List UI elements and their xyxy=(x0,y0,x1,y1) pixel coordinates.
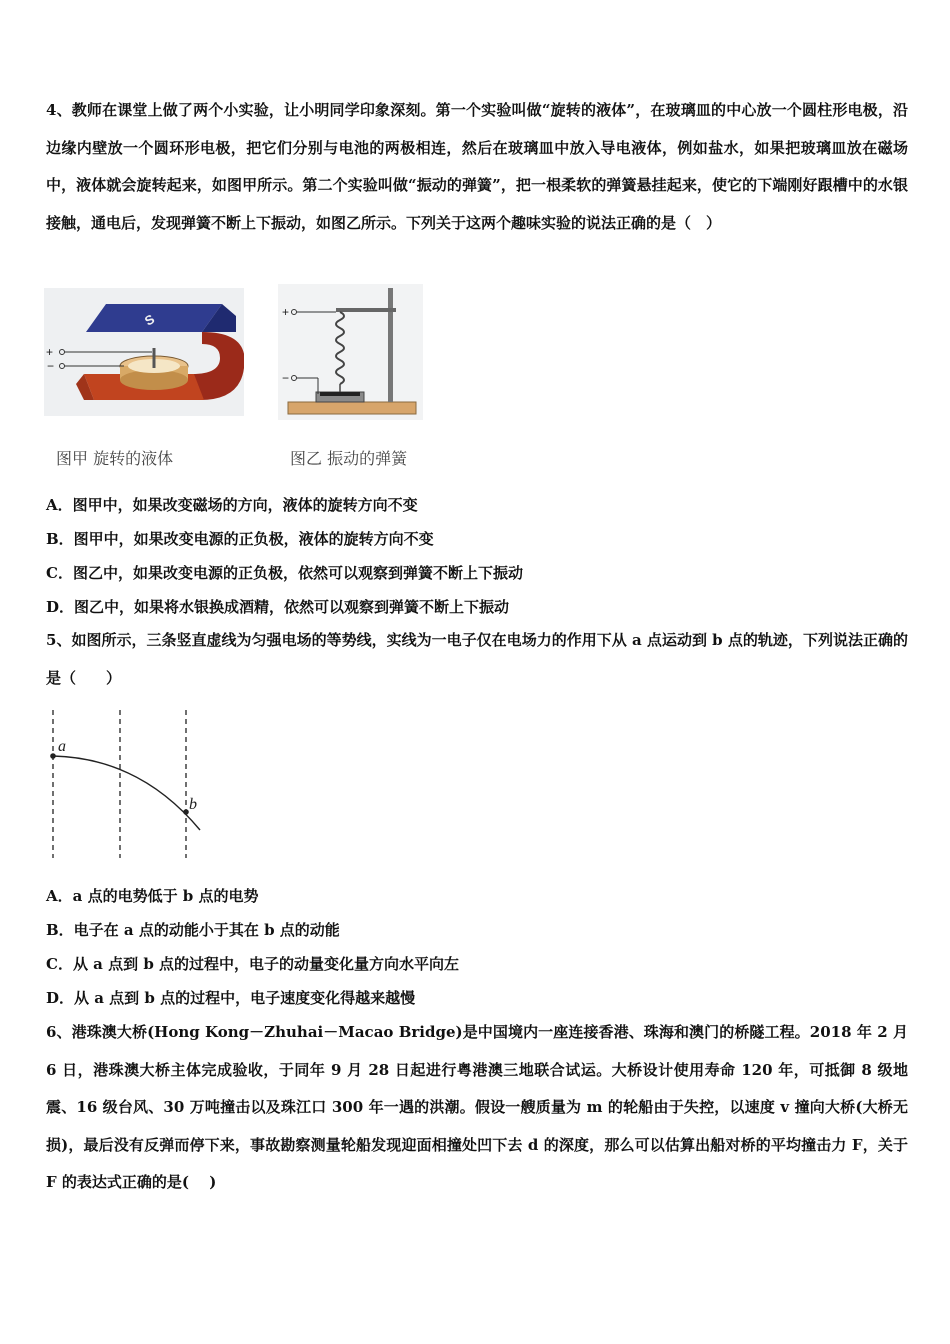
fig-b-caption: 图乙 振动的弹簧 xyxy=(290,449,408,468)
magnet-s-label: S xyxy=(142,311,158,329)
q4-option-d: D．图乙中，如果将水银换成酒精，依然可以观察到弹簧不断上下振动 xyxy=(46,598,510,616)
fig-a-caption: 图甲 旋转的液体 xyxy=(56,449,174,468)
q6-stem: 6、港珠澳大桥(Hong Kong－Zhuhai－Macao Bridge)是中国境内一座连接香港、珠海和澳门的桥隧工程。2018 年 2 月 6 日，港珠澳大桥主体完成验收，于同年 9 月 28 日起进行粤港澳三地联合试运。大桥设计使用寿命 120 年，可抵御 8 级地震、16 级台风、30 万吨撞击以及珠江口 300 年一遇的洪潮。假设一艘质量为 m 的轮船由于失控，以速度 v 撞向大桥(大桥无损)，最后没有反弹而停下来，事故勘察测量轮船发现迎面相撞处凹下去 d 的深度，那么可以估算出船对桥的平均撞击力 F，关于 F 的表达式正确的是( ) xyxy=(46,1023,908,1191)
q4-option-b: B．图甲中，如果改变电源的正负极，液体的旋转方向不变 xyxy=(46,530,434,548)
q5-option-d: D．从 a 点到 b 点的过程中，电子速度变化得越来越慢 xyxy=(46,989,416,1007)
q4-option-a: A．图甲中，如果改变磁场的方向，液体的旋转方向不变 xyxy=(46,496,418,514)
point-b-label: b xyxy=(189,796,197,813)
fig-a-plus: + xyxy=(46,345,54,359)
figure-rotating-liquid xyxy=(44,288,244,416)
fig-b-minus: − xyxy=(282,371,290,385)
q5-option-b: B．电子在 a 点的动能小于其在 b 点的动能 xyxy=(46,921,340,939)
figure-vibrating-spring xyxy=(278,284,423,420)
q5-option-a: A．a 点的电势低于 b 点的电势 xyxy=(46,887,259,905)
figure-equipotential-lines xyxy=(40,708,210,860)
q5-stem: 5、如图所示，三条竖直虚线为匀强电场的等势线，实线为一电子仅在电场力的作用下从 a 点运动到 b 点的轨迹，下列说法正确的是（ ） xyxy=(46,631,908,687)
q4-stem: 4、教师在课堂上做了两个小实验，让小明同学印象深刻。第一个实验叫做“旋转的液体”，在玻璃皿的中心放一个圆柱形电极，沿边缘内壁放一个圆环形电极，把它们分别与电池的两极相连，然后在玻璃皿中放入导电液体，例如盐水，如果把玻璃皿放在磁场中，液体就会旋转起来，如图甲所示。第二个实验叫做“振动的弹簧”，把一根柔软的弹簧悬挂起来，使它的下端刚好跟槽中的水银接触，通电后，发现弹簧不断上下振动，如图乙所示。下列关于这两个趣味实验的说法正确的是（ ） xyxy=(46,101,908,232)
fig-a-minus: − xyxy=(47,359,55,373)
q4-option-c: C．图乙中，如果改变电源的正负极，依然可以观察到弹簧不断上下振动 xyxy=(46,564,523,582)
fig-b-plus: + xyxy=(282,305,290,319)
point-a-label: a xyxy=(58,738,66,755)
q5-option-c: C．从 a 点到 b 点的过程中，电子的动量变化量方向水平向左 xyxy=(46,955,460,973)
